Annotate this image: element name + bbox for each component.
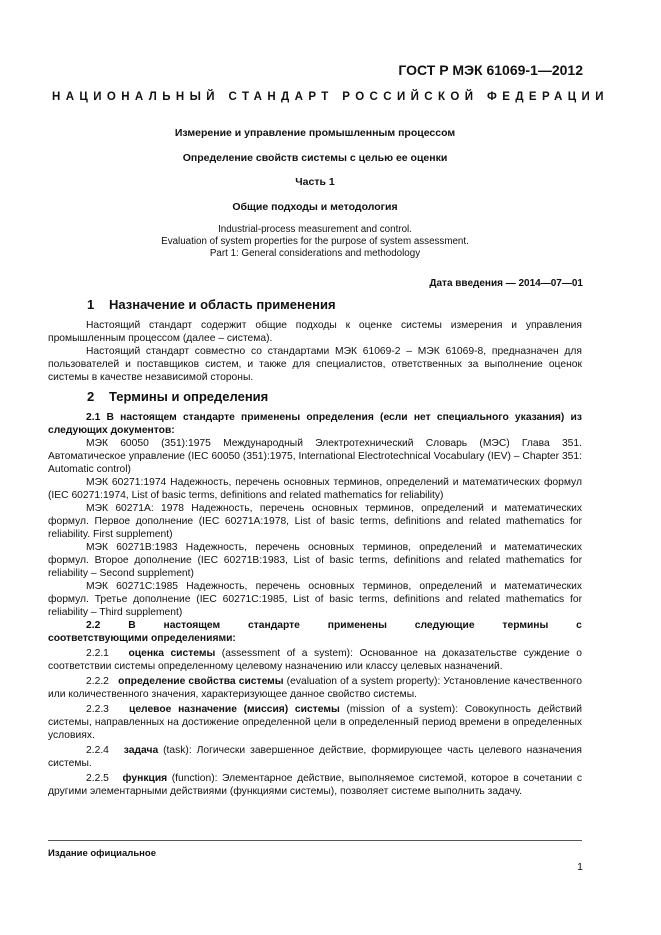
reference-doc-1: МЭК 60050 (351):1975 Международный Электротехнический Словарь (МЭС) Глава 351. Автоматическое управление (IEC 60050 (351):1975, International Electrotechnical Vocabulary (IEV) – Chapter 351: Automatic control) [48, 438, 582, 475]
term-definition: (mission of a system): Совокупность действий системы, направленных на достижение определенной цели в определенный период времени в определенных условиях. [48, 704, 582, 741]
reference-doc-5: МЭК 60271C:1985 Надежность, перечень основных терминов, определений и математических формул. Третье дополнение (IEC 60271C:1985, List of basic terms, definitions and related mathematics for reliability – Third supplement) [48, 581, 582, 618]
term-definition: (assessment of a system): Основанное на доказательстве суждение о соответствии системы определенному целевому назначению или классу целевых назначений. [48, 648, 582, 672]
english-title-1: Industrial-process measurement and control. [218, 224, 412, 235]
term-2-2-2 [48, 675, 582, 701]
title-part: Часть 1 [295, 176, 335, 188]
clause-2-2-word: применены [327, 620, 387, 631]
section-2-title: Термины и определения [109, 389, 269, 404]
reference-doc-4: МЭК 60271B:1983 Надежность, перечень основных терминов, определений и математических формул. Второе дополнение (IEC 60271B:1983, List of basic terms, definitions and related mathematics for reliability – Second supplement) [48, 542, 582, 579]
clause-2-2-continuation: соответствующими определениями: [48, 633, 236, 644]
term-name: функция [122, 773, 168, 784]
term-number: 2.2.5 [86, 773, 109, 784]
official-edition-label: Издание официальное [48, 848, 156, 859]
section-2-number: 2 [87, 389, 95, 404]
clause-2-2-word: следующие [414, 620, 475, 631]
section-1-number: 1 [87, 297, 95, 312]
title-subtitle: Общие подходы и методология [232, 201, 398, 213]
clause-2-1: 2.1 В настоящем стандарте применены определения (если нет специального указания) из следующих документов: [48, 412, 582, 436]
term-name: целевое назначение (миссия) системы [128, 704, 340, 715]
section-1-paragraph-2: Настоящий стандарт совместно со стандартами МЭК 61069-2 – МЭК 61069-8, предназначен для пользователей и поставщиков систем, и также для специалистов, ответственных за выполнение оценок системы в качестве независимой стороны. [48, 346, 582, 383]
section-1-paragraph-1: Настоящий стандарт содержит общие подходы к оценке системы измерения и управления промышленным процессом (далее – система). [48, 320, 582, 344]
term-definition: (function): Элементарное действие, выполняемое системой, которое в сочетании с другими элементарными действиями (функциями системы), позволяет системе выполнить задачу. [48, 773, 582, 797]
clause-2-2-word: 2.2 [86, 620, 101, 631]
term-name: задача [123, 745, 159, 756]
section-1-heading [87, 297, 336, 312]
title-line-2: Определение свойств системы с целью ее оценки [182, 152, 448, 164]
term-number: 2.2.3 [86, 704, 109, 715]
term-number: 2.2.4 [86, 745, 109, 756]
term-name: оценка системы [128, 648, 216, 659]
introduction-date: Дата введения — 2014—07—01 [429, 278, 583, 289]
national-standard-heading: НАЦИОНАЛЬНЫЙ СТАНДАРТ РОССИЙСКОЙ ФЕДЕРАЦИИ [52, 91, 609, 103]
term-2-2-4 [48, 744, 582, 770]
reference-doc-3: МЭК 60271A: 1978 Надежность, перечень основных терминов, определений и математических формул. Первое дополнение (IEC 60271A:1978, List of basic terms, definitions and related mathematics for reliability. First supplement) [48, 503, 582, 540]
clause-2-2-word: с [576, 620, 582, 631]
page-number: 1 [577, 861, 583, 873]
term-number: 2.2.2 [86, 676, 109, 687]
section-2-heading [87, 389, 268, 404]
clause-2-2-word: стандарте [247, 620, 300, 631]
clause-2-2-word: В [128, 620, 136, 631]
clause-2-2-line [48, 619, 582, 632]
term-definition: (evaluation of a system property): Установление качественного или количественного значения, характеризующее данное свойство системы. [48, 676, 582, 700]
clause-2-2-word: термины [502, 620, 549, 631]
term-number: 2.2.1 [86, 648, 109, 659]
term-2-2-3 [48, 703, 582, 742]
section-2-body [48, 411, 582, 798]
section-1-title: Назначение и область применения [109, 297, 336, 312]
document-code: ГОСТ Р МЭК 61069-1—2012 [398, 62, 583, 78]
term-2-2-5 [48, 772, 582, 798]
english-title-2: Evaluation of system properties for the purpose of system assessment. [161, 236, 469, 247]
title-line-1: Измерение и управление промышленным процессом [174, 127, 456, 139]
reference-doc-2: МЭК 60271:1974 Надежность, перечень основных терминов, определений и математических формул (IEC 60271:1974, List of basic terms, definitions and related mathematics for reliability) [48, 477, 582, 501]
footer-divider [48, 840, 582, 841]
english-title-3: Part 1: General considerations and methodology [209, 248, 421, 259]
term-name: определение свойства системы [118, 676, 284, 687]
term-2-2-1 [48, 647, 582, 673]
clause-2-2-word: настоящем [163, 620, 221, 631]
section-1-body [48, 319, 582, 384]
term-definition: (task): Логически завершенное действие, формирующее часть целевого назначения системы. [48, 745, 582, 769]
